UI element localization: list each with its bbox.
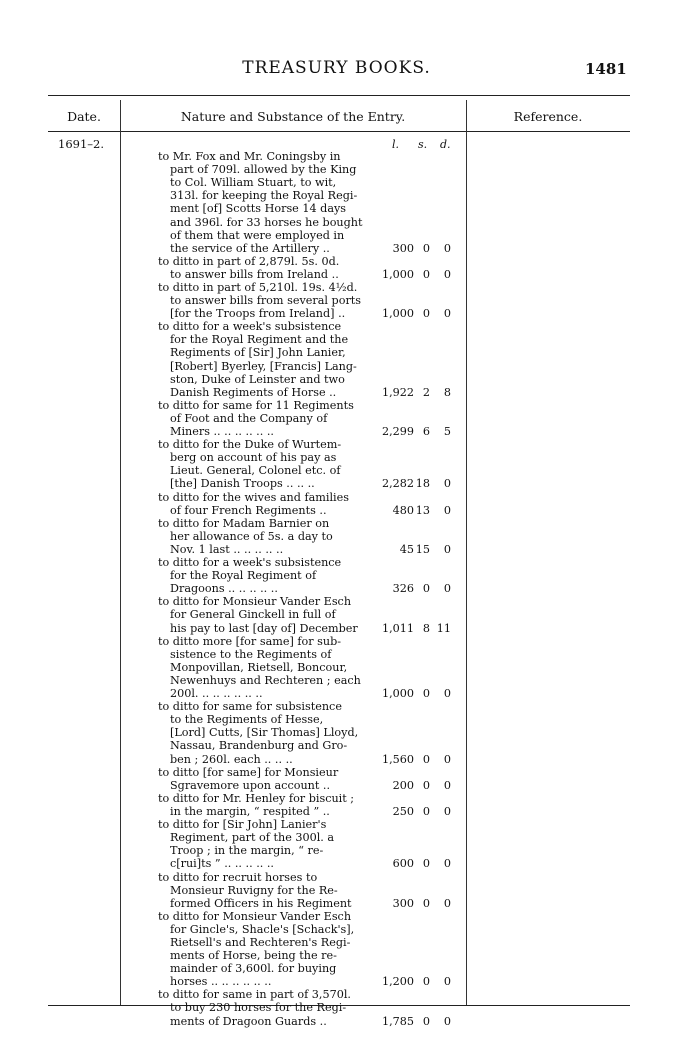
entry-line: to ditto [for same] for Monsieur — [158, 765, 339, 779]
entry-line: to ditto for Monsieur Vander Esch — [158, 909, 352, 923]
amount-shillings: 0 — [422, 804, 430, 818]
amount-shillings: 6 — [422, 425, 430, 439]
entry-line: to ditto for a week's subsistence — [158, 320, 342, 334]
entry-line: to Col. William Stuart, to wit, — [170, 176, 337, 190]
entry-line: to ditto for Mr. Henley for biscuit ; — [158, 791, 355, 805]
entry-line: Monpovillan, Rietsell, Boncour, — [170, 660, 348, 674]
entry-line: to the Regiments of Hesse, — [170, 713, 324, 727]
amount-pounds: 1,000 — [381, 307, 414, 321]
entry-line: the service of the Artillery .. — [170, 241, 330, 255]
entry-line: to ditto for a week's subsistence — [158, 556, 342, 570]
entry-line: ston, Duke of Leinster and two — [170, 372, 345, 386]
entry-line: Rietsell's and Rechteren's Regi- — [170, 935, 351, 949]
amount-pence: 0 — [443, 896, 451, 910]
column-header-nature: Nature and Substance of the Entry. — [180, 109, 406, 124]
amount-shillings: 0 — [422, 896, 430, 910]
entry-line: mainder of 3,600l. for buying — [170, 962, 337, 976]
amount-pence: 0 — [443, 778, 451, 792]
amount-pence: 0 — [443, 582, 451, 596]
entry-line: to buy 230 horses for the Regi- — [170, 1001, 347, 1015]
amount-shillings: 0 — [422, 687, 430, 701]
amount-pounds: 2,299 — [381, 425, 414, 439]
entry-line: to ditto for the Duke of Wurtem- — [158, 438, 342, 452]
amount-pounds: 480 — [392, 503, 414, 517]
entry-line: Newenhuys and Rechteren ; each — [170, 673, 361, 687]
entry-line: to ditto for same in part of 3,570l. — [158, 988, 351, 1002]
entry-line: for Gincle's, Shacle's [Schack's], — [170, 922, 355, 936]
amount-pounds: 1,000 — [381, 267, 414, 281]
amount-pence: 0 — [443, 804, 451, 818]
entry-line: c[rui]ts ” .. .. .. .. .. — [170, 857, 274, 871]
entry-line: 313l. for keeping the Royal Regi- — [170, 189, 358, 203]
entry-line: sistence to the Regiments of — [170, 647, 332, 661]
entry-line: to ditto for [Sir John] Lanier's — [158, 818, 327, 832]
amount-pence: 0 — [443, 857, 451, 871]
entry-line: to ditto more [for same] for sub- — [158, 634, 342, 648]
column-header-reference: Reference. — [513, 109, 583, 124]
entry-line: his pay to last [day of] December — [170, 621, 358, 635]
entry-line: to ditto for Monsieur Vander Esch — [158, 595, 352, 609]
amount-pounds: 250 — [392, 804, 414, 818]
amount-shillings: 0 — [422, 582, 430, 596]
entry-line: Regiment, part of the 300l. a — [170, 831, 335, 845]
amount-shillings: 0 — [422, 857, 430, 871]
entry-line: Nov. 1 last .. .. .. .. .. — [170, 542, 284, 556]
header-rule-bottom — [48, 131, 630, 132]
amount-shillings: 2 — [422, 385, 430, 399]
amount-pence: 5 — [443, 425, 451, 439]
entry-line: and 396l. for 33 horses he bought — [170, 215, 363, 229]
amount-shillings: 15 — [415, 542, 430, 556]
entry-line: Nassau, Brandenburg and Gro- — [170, 739, 348, 753]
amount-pounds: 300 — [392, 896, 414, 910]
amount-pounds: 200 — [392, 778, 414, 792]
amount-pence: 0 — [443, 542, 451, 556]
entry-line: to ditto for same for 11 Regiments — [158, 398, 354, 412]
amount-shillings: 13 — [415, 503, 430, 517]
entry-line: to answer bills from Ireland .. — [170, 267, 339, 281]
entry-line: formed Officers in his Regiment — [170, 896, 352, 910]
entry-line: to ditto for recruit horses to — [158, 870, 318, 884]
entry-line: [for the Troops from Ireland] .. — [170, 307, 346, 321]
amount-pence: 0 — [443, 241, 451, 255]
entry-line: to answer bills from several ports — [170, 294, 362, 308]
entry-line: 200l. .. .. .. .. .. .. — [170, 687, 263, 701]
entry-line: to ditto for Madam Barnier on — [158, 516, 330, 530]
entry-line: of Foot and the Company of — [170, 411, 328, 425]
entry-line: ments of Dragoon Guards .. — [170, 1014, 327, 1028]
amount-pounds: 1,000 — [381, 687, 414, 701]
amount-pounds: 1,922 — [381, 385, 414, 399]
column-divider-date — [120, 100, 121, 1005]
entry-line: for General Ginckell in full of — [170, 608, 336, 622]
column-divider-reference — [466, 100, 467, 1005]
entry-line: part of 709l. allowed by the King — [170, 163, 357, 177]
amount-shillings: 0 — [422, 241, 430, 255]
amount-pence: 0 — [443, 307, 451, 321]
amount-pence: 11 — [436, 621, 451, 635]
column-header-date: Date. — [67, 109, 101, 124]
amount-pounds: 326 — [392, 582, 414, 596]
amount-shillings: 0 — [422, 975, 430, 989]
amount-pounds: 600 — [392, 857, 414, 871]
amount-shillings: 0 — [422, 1014, 430, 1028]
amount-pence: 0 — [443, 975, 451, 989]
entry-line: Monsieur Ruvigny for the Re- — [170, 883, 338, 897]
amount-pounds: 1,785 — [381, 1014, 414, 1028]
amount-pence: 0 — [443, 752, 451, 766]
entry-line: Regiments of [Sir] John Lanier, — [170, 346, 346, 360]
entry-line: to Mr. Fox and Mr. Coningsby in — [158, 150, 341, 163]
entry-line: of them that were employed in — [170, 228, 345, 242]
amount-pounds: 1,011 — [381, 621, 414, 635]
running-title: TREASURY BOOKS. — [242, 58, 431, 78]
entry-line: in the margin, “ respited ” .. — [170, 804, 330, 818]
entry-line: [the] Danish Troops .. .. .. — [170, 477, 315, 491]
unit-heading-pounds: l. — [392, 138, 400, 151]
entry-line: Dragoons .. .. .. .. .. — [170, 582, 278, 596]
amount-pounds: 2,282 — [381, 477, 414, 491]
entry-date: 1691–2. — [58, 137, 104, 151]
entry-line: Sgravemore upon account .. — [170, 778, 331, 792]
entry-line: Lieut. General, Colonel etc. of — [170, 464, 341, 478]
entry-line: Troop ; in the margin, “ re- — [170, 844, 324, 858]
amount-pence: 0 — [443, 477, 451, 491]
entry-line: ben ; 260l. each .. .. .. — [170, 752, 293, 766]
entry-line: ment [of] Scotts Horse 14 days — [170, 202, 347, 216]
entry-line: Miners .. .. .. .. .. .. — [170, 425, 274, 439]
entry-line: berg on account of his pay as — [170, 451, 337, 465]
amount-shillings: 0 — [422, 307, 430, 321]
entry-line: to ditto for the wives and families — [158, 490, 349, 504]
entry-line: Danish Regiments of Horse .. — [170, 385, 337, 399]
amount-pence: 0 — [443, 687, 451, 701]
header-rule-top — [48, 95, 630, 96]
amount-pence: 0 — [443, 267, 451, 281]
unit-heading-shillings: s. — [418, 138, 428, 151]
amount-shillings: 0 — [422, 778, 430, 792]
page-number: 1481 — [585, 60, 627, 78]
amount-pence: 0 — [443, 1014, 451, 1028]
amount-pounds: 45 — [399, 542, 414, 556]
entry-line: for the Royal Regiment of — [170, 569, 317, 583]
entry-line: of four French Regiments .. — [170, 503, 327, 517]
entry-line: ments of Horse, being the re- — [170, 949, 337, 963]
amount-pounds: 1,200 — [381, 975, 414, 989]
entry-line: to ditto in part of 5,210l. 19s. 4½d. — [158, 281, 358, 294]
amount-shillings: 0 — [422, 267, 430, 281]
amount-shillings: 0 — [422, 752, 430, 766]
entry-line: [Lord] Cutts, [Sir Thomas] Lloyd, — [170, 726, 359, 740]
amount-shillings: 18 — [415, 477, 430, 491]
entry-line: horses .. .. .. .. .. .. — [170, 975, 272, 989]
amount-pounds: 300 — [392, 241, 414, 255]
amount-pence: 8 — [443, 385, 451, 399]
entry-line: to ditto in part of 2,879l. 5s. 0d. — [158, 254, 340, 268]
entry-line: for the Royal Regiment and the — [170, 333, 349, 347]
entry-line: to ditto for same for subsistence — [158, 700, 342, 714]
entry-line: her allowance of 5s. a day to — [170, 529, 333, 543]
amount-pounds: 1,560 — [381, 752, 414, 766]
amount-shillings: 8 — [422, 621, 430, 635]
unit-heading-pence: d. — [440, 138, 451, 151]
entry-line: [Robert] Byerley, [Francis] Lang- — [170, 359, 357, 373]
amount-pence: 0 — [443, 503, 451, 517]
